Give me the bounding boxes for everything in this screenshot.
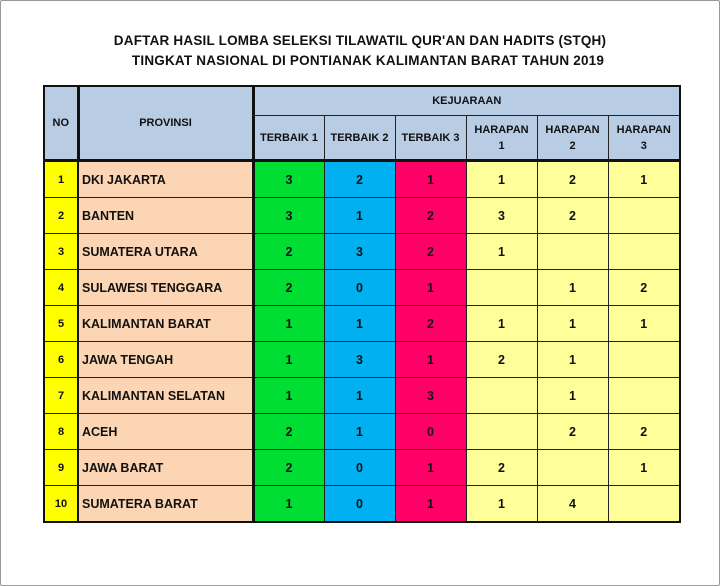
table-row [44,161,680,198]
cell-no: 9 [44,450,78,486]
cell-provinsi: SUMATERA BARAT [78,486,253,523]
header-harapan-3-num: 3 [640,139,647,152]
cell-harapan-3: 2 [608,270,680,306]
header-terbaik-1: TERBAIK 1 [253,116,324,161]
cell-terbaik-2: 1 [324,306,395,342]
cell-harapan-1: 1 [466,486,537,523]
cell-no: 8 [44,414,78,450]
cell-harapan-2 [537,234,608,270]
header-harapan-3 [608,116,680,161]
cell-terbaik-2: 1 [324,414,395,450]
cell-terbaik-3: 0 [395,414,466,450]
cell-terbaik-3: 2 [395,306,466,342]
cell-harapan-1: 2 [466,342,537,378]
cell-terbaik-2: 0 [324,486,395,523]
table-row [44,378,680,414]
header-harapan-1-word: HARAPAN [474,123,529,136]
cell-terbaik-3: 2 [395,198,466,234]
cell-terbaik-2: 1 [324,378,395,414]
cell-harapan-1 [466,378,537,414]
header-harapan-2-word: HARAPAN [545,123,600,136]
cell-harapan-1: 1 [466,306,537,342]
cell-harapan-2: 2 [537,198,608,234]
cell-harapan-1: 2 [466,450,537,486]
cell-terbaik-2: 2 [324,161,395,198]
cell-harapan-3 [608,198,680,234]
header-harapan-2-num: 2 [569,139,576,152]
cell-harapan-3 [608,342,680,378]
cell-harapan-1 [466,270,537,306]
cell-harapan-3 [608,486,680,523]
header-harapan-1-num: 1 [498,139,505,152]
cell-harapan-1: 1 [466,234,537,270]
cell-harapan-2: 4 [537,486,608,523]
cell-harapan-3: 2 [608,414,680,450]
header-kejuaraan: KEJUARAAN [253,86,680,116]
cell-terbaik-1: 2 [253,414,324,450]
cell-harapan-2: 2 [537,161,608,198]
table-row [44,198,680,234]
cell-terbaik-1: 1 [253,486,324,523]
cell-harapan-1: 3 [466,198,537,234]
cell-harapan-2 [537,450,608,486]
header-no: NO [44,86,78,161]
cell-terbaik-2: 1 [324,198,395,234]
cell-harapan-3: 1 [608,161,680,198]
cell-terbaik-1: 1 [253,306,324,342]
cell-terbaik-1: 3 [253,198,324,234]
cell-terbaik-1: 1 [253,378,324,414]
results-table [43,85,681,523]
cell-harapan-3: 1 [608,306,680,342]
cell-terbaik-3: 1 [395,161,466,198]
cell-harapan-2: 1 [537,306,608,342]
table-row [44,234,680,270]
cell-terbaik-2: 0 [324,450,395,486]
cell-provinsi: JAWA BARAT [78,450,253,486]
cell-terbaik-3: 1 [395,450,466,486]
cell-terbaik-1: 2 [253,234,324,270]
cell-harapan-2: 1 [537,342,608,378]
cell-terbaik-2: 3 [324,342,395,378]
cell-no: 7 [44,378,78,414]
header-terbaik-3: TERBAIK 3 [395,116,466,161]
cell-provinsi: JAWA TENGAH [78,342,253,378]
cell-provinsi: ACEH [78,414,253,450]
cell-terbaik-3: 1 [395,342,466,378]
cell-provinsi: KALIMANTAN SELATAN [78,378,253,414]
table-row [44,450,680,486]
table-row [44,306,680,342]
cell-no: 5 [44,306,78,342]
cell-no: 10 [44,486,78,523]
cell-harapan-3: 1 [608,450,680,486]
table-row [44,486,680,523]
header-harapan-3-word: HARAPAN [616,123,671,136]
table-row [44,342,680,378]
cell-terbaik-1: 1 [253,342,324,378]
cell-harapan-1 [466,414,537,450]
cell-provinsi: SULAWESI TENGGARA [78,270,253,306]
cell-harapan-2: 1 [537,378,608,414]
cell-terbaik-1: 2 [253,450,324,486]
cell-provinsi: DKI JAKARTA [78,161,253,198]
cell-harapan-3 [608,378,680,414]
cell-provinsi: BANTEN [78,198,253,234]
cell-no: 2 [44,198,78,234]
document-title: DAFTAR HASIL LOMBA SELEKSI TILAWATIL QUR'AN DAN HADITS (STQH) [113,33,607,48]
cell-no: 1 [44,161,78,198]
header-terbaik-2: TERBAIK 2 [324,116,395,161]
cell-terbaik-1: 2 [253,270,324,306]
cell-provinsi: SUMATERA UTARA [78,234,253,270]
header-harapan-1 [466,116,537,161]
table-row [44,270,680,306]
cell-harapan-1: 1 [466,161,537,198]
cell-terbaik-2: 0 [324,270,395,306]
cell-no: 6 [44,342,78,378]
cell-terbaik-3: 1 [395,270,466,306]
cell-no: 3 [44,234,78,270]
cell-terbaik-3: 2 [395,234,466,270]
cell-harapan-2: 2 [537,414,608,450]
table-row [44,414,680,450]
cell-no: 4 [44,270,78,306]
header-provinsi: PROVINSI [78,86,253,161]
cell-harapan-2: 1 [537,270,608,306]
cell-terbaik-3: 1 [395,486,466,523]
cell-provinsi: KALIMANTAN BARAT [78,306,253,342]
cell-terbaik-3: 3 [395,378,466,414]
cell-terbaik-2: 3 [324,234,395,270]
header-harapan-2 [537,116,608,161]
cell-terbaik-1: 3 [253,161,324,198]
document-subtitle: TINGKAT NASIONAL DI PONTIANAK KALIMANTAN BARAT TAHUN 2019 [131,53,605,68]
cell-harapan-3 [608,234,680,270]
